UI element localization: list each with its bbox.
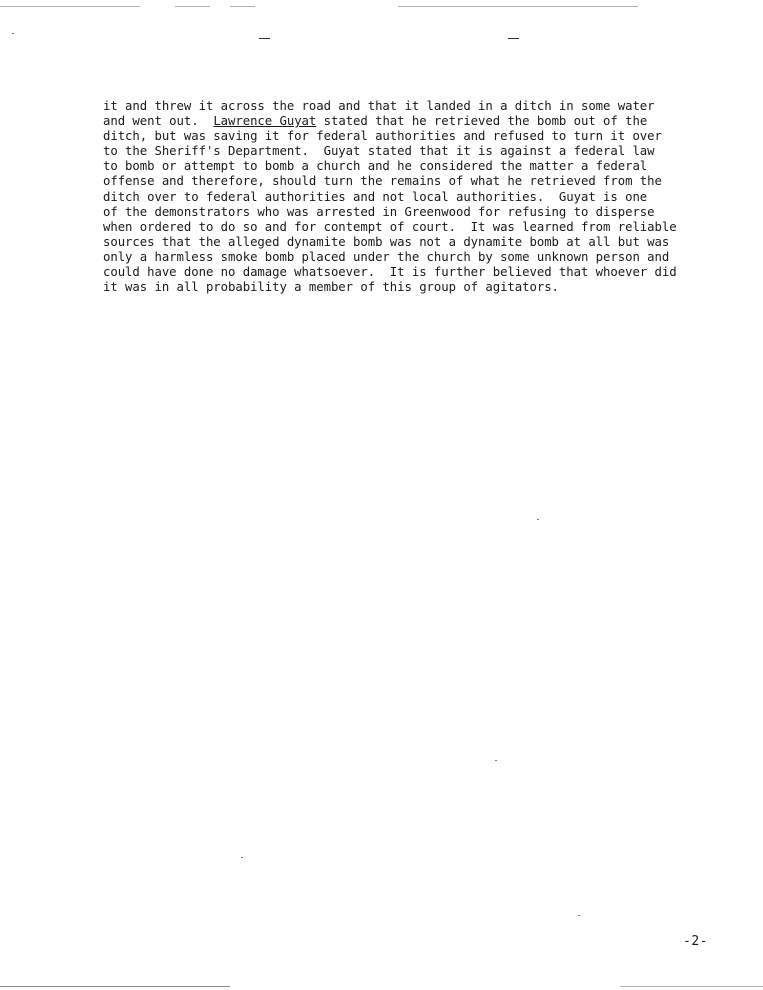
document-body-paragraph: [103, 99, 703, 295]
text-segment: stated that he retrieved the bomb out of the: [316, 114, 648, 129]
text-line: it and threw it across the road and that it landed in a ditch in some water: [103, 99, 655, 113]
scan-speck: [578, 915, 580, 916]
top-edge-artifact: [175, 6, 210, 7]
person-name: Lawrence Guyat: [213, 114, 317, 129]
top-edge-artifact: [398, 6, 638, 7]
scan-speck: [537, 519, 539, 520]
scan-speck: [241, 857, 243, 858]
text-line: ditch, but was saving it for federal authorities and refused to turn it over: [103, 129, 662, 144]
text-line: offense and therefore, should turn the remains of what he retrieved from the: [103, 174, 662, 189]
page-number: -2-: [683, 934, 708, 949]
bottom-edge-artifact: [620, 986, 763, 987]
top-edge-artifact: [0, 6, 140, 7]
text-segment: and went out.: [103, 114, 214, 129]
scan-speck: [495, 760, 497, 761]
header-dash-mark: [259, 38, 270, 39]
text-line: it was in all probability a member of this group of agitators.: [103, 280, 559, 295]
text-line: ditch over to federal authorities and not local authorities. Guyat is one: [103, 189, 648, 204]
top-edge-artifact: [230, 6, 255, 7]
text-line: [103, 114, 703, 129]
text-line: could have done no damage whatsoever. It is further believed that whoever did: [103, 265, 677, 280]
text-line: of the demonstrators who was arrested in Greenwood for refusing to disperse: [103, 204, 655, 219]
text-line: sources that the alleged dynamite bomb was not a dynamite bomb at all but was: [103, 234, 670, 249]
bottom-edge-artifact: [0, 986, 230, 987]
text-line: when ordered to do so and for contempt of court. It was learned from reliable: [103, 219, 677, 234]
header-dash-mark: [508, 38, 519, 39]
scan-speck: [12, 33, 14, 34]
text-line: to bomb or attempt to bomb a church and he considered the matter a federal: [103, 159, 648, 174]
text-line: to the Sheriff's Department. Guyat stated that it is against a federal law: [103, 144, 655, 159]
text-line: only a harmless smoke bomb placed under the church by some unknown person and: [103, 249, 670, 264]
